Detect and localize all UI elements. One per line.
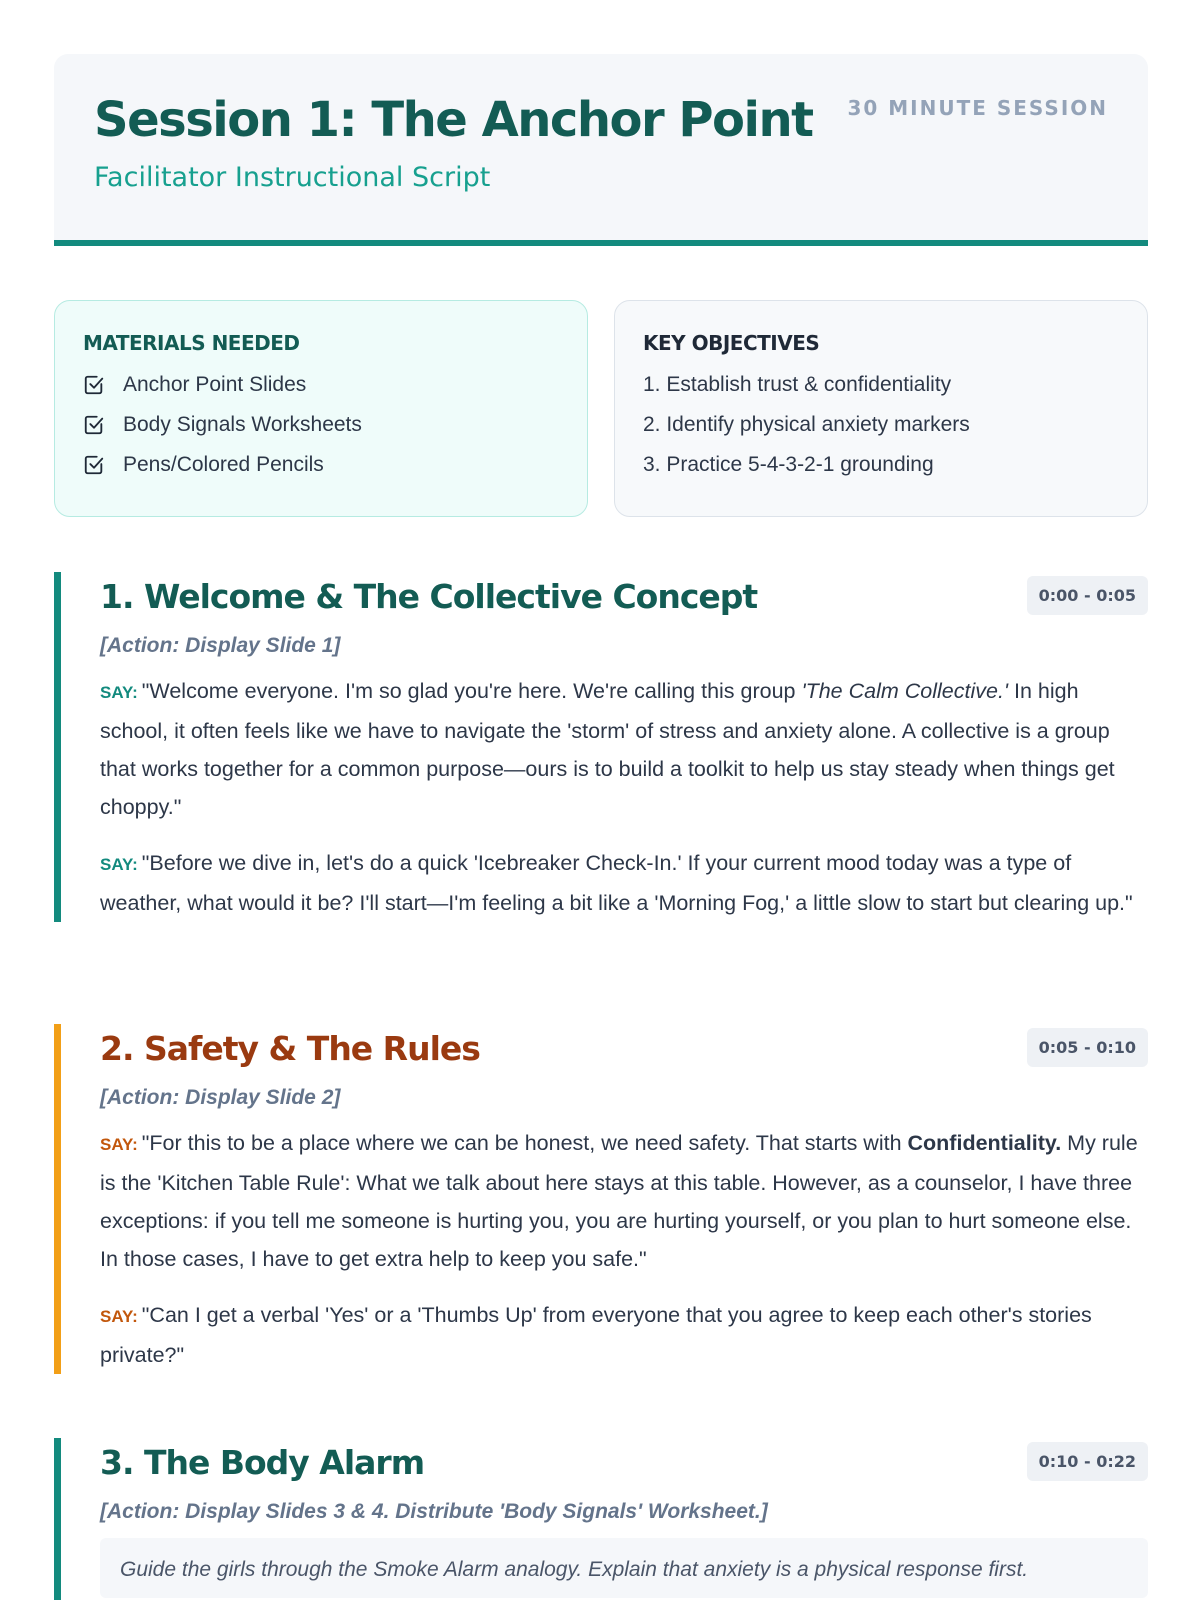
say-label: SAY: xyxy=(100,683,138,702)
section-header xyxy=(100,572,1148,622)
objectives-list xyxy=(643,365,1119,485)
section-body-alarm xyxy=(54,1438,1148,1600)
materials-item-label: Pens/Colored Pencils xyxy=(123,453,324,476)
time-range-badge: 0:10 - 0:22 xyxy=(1027,1442,1148,1481)
action-instruction: [Action: Display Slides 3 & 4. Distribute 'Body Signals' Worksheet.] xyxy=(100,1500,768,1523)
script-text: "Before we dive in, let's do a quick 'Icebreaker Check-In.' If your current mood today was a type of weather, what would it be? I'll start—I'm feeling a bit like a 'Morning Fog,' a little slow to start but clearing up." xyxy=(100,851,1133,915)
section-safety-rules xyxy=(54,1024,1148,1374)
section-header xyxy=(100,1438,1148,1488)
time-range-badge: 0:00 - 0:05 xyxy=(1027,576,1148,615)
materials-list xyxy=(83,365,559,485)
say-label: SAY: xyxy=(100,855,138,874)
materials-item xyxy=(83,365,559,405)
facilitator-note: Guide the girls through the Smoke Alarm analogy. Explain that anxiety is a physical response first. xyxy=(100,1538,1148,1598)
materials-item-label: Body Signals Worksheets xyxy=(123,413,362,436)
materials-card xyxy=(54,300,588,517)
say-paragraph xyxy=(100,1296,1148,1374)
objectives-heading: KEY OBJECTIVES xyxy=(643,331,820,355)
objectives-card xyxy=(614,300,1148,517)
section-header xyxy=(100,1024,1148,1074)
script-text: My rule is the 'Kitchen Table Rule': What we talk about here stays at this table. However, as a counselor, I have three exceptions: if you tell me someone is hurting you, you are hurting yourself, or you plan to hurt someone else. In those cases, I have to get extra help to keep you safe." xyxy=(100,1131,1138,1271)
say-label: SAY: xyxy=(100,1307,138,1326)
section-title: 1. Welcome & The Collective Concept xyxy=(100,577,758,616)
script-text: "For this to be a place where we can be honest, we need safety. That starts with xyxy=(141,1131,908,1155)
action-instruction: [Action: Display Slide 1] xyxy=(100,634,341,657)
say-paragraph xyxy=(100,672,1148,826)
say-paragraph xyxy=(100,1124,1148,1278)
confidentiality-emphasis: Confidentiality. xyxy=(907,1131,1062,1155)
page-title: Session 1: The Anchor Point xyxy=(94,92,813,148)
script-text: "Can I get a verbal 'Yes' or a 'Thumbs Up' from everyone that you agree to keep each other's stories private?" xyxy=(100,1303,1092,1367)
section-title: 3. The Body Alarm xyxy=(100,1443,425,1482)
script-text: "Welcome everyone. I'm so glad you're here. We're calling this group xyxy=(141,679,802,703)
script-text: In high school, it often feels like we have to navigate the 'storm' of stress and anxiety alone. A collective is a group that works together for a common purpose—ours is to build a toolkit to help us stay steady when things get choppy." xyxy=(100,679,1115,819)
group-name-emphasis: 'The Calm Collective.' xyxy=(801,679,1009,703)
materials-item xyxy=(83,405,559,445)
action-instruction: [Action: Display Slide 2] xyxy=(100,1086,341,1109)
checkbox-checked-icon xyxy=(83,414,105,436)
section-welcome xyxy=(54,572,1148,922)
materials-item-label: Anchor Point Slides xyxy=(123,373,307,396)
checkbox-checked-icon xyxy=(83,374,105,396)
objective-item: 1. Establish trust & confidentiality xyxy=(643,373,952,396)
say-label: SAY: xyxy=(100,1135,138,1154)
materials-heading: MATERIALS NEEDED xyxy=(83,331,300,355)
session-header xyxy=(54,54,1148,246)
session-duration-badge: 30 MINUTE SESSION xyxy=(847,96,1108,120)
section-title: 2. Safety & The Rules xyxy=(100,1029,480,1068)
objective-item: 3. Practice 5-4-3-2-1 grounding xyxy=(643,453,934,476)
say-paragraph xyxy=(100,844,1148,922)
objective-item: 2. Identify physical anxiety markers xyxy=(643,413,970,436)
checkbox-checked-icon xyxy=(83,454,105,476)
materials-item xyxy=(83,445,559,485)
time-range-badge: 0:05 - 0:10 xyxy=(1027,1028,1148,1067)
page-subtitle: Facilitator Instructional Script xyxy=(94,162,491,193)
